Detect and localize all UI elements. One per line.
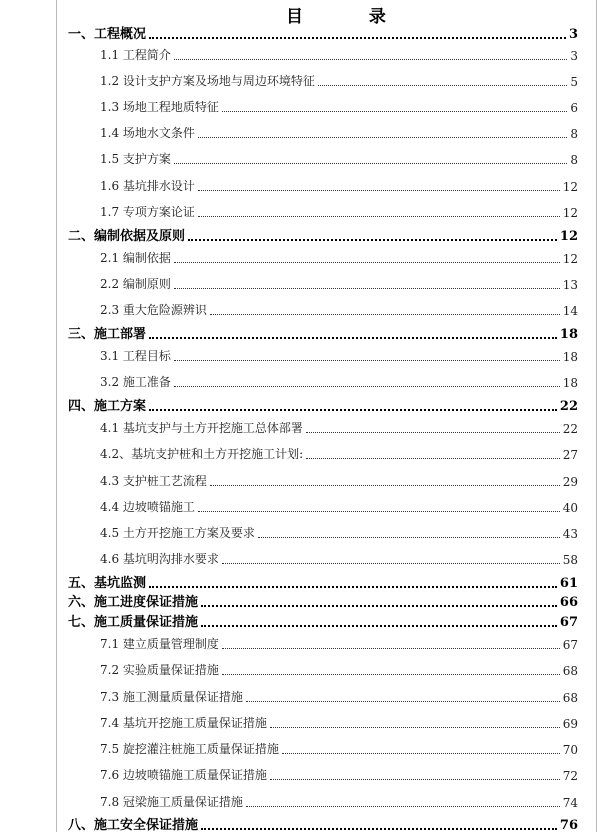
toc-page-number: 8: [570, 127, 578, 141]
page-margin-line-left: [56, 0, 57, 832]
toc-section-entry[interactable]: [100, 177, 578, 194]
dot-leader: [174, 360, 560, 361]
dot-leader: [198, 511, 560, 512]
toc-section-entry[interactable]: [100, 472, 578, 489]
toc-page-number: 12: [559, 229, 578, 244]
toc-section-entry[interactable]: [100, 249, 578, 266]
toc-entry-label: 2.2 编制原则: [100, 277, 171, 291]
dot-leader: [210, 314, 560, 315]
toc-chapter-entry[interactable]: [68, 573, 578, 591]
toc-entry-label: 三、施工部署: [68, 327, 147, 342]
toc-page-number: 3: [568, 27, 578, 42]
dot-leader: [210, 485, 560, 486]
dot-leader: [174, 386, 560, 387]
toc-section-entry[interactable]: [100, 524, 578, 541]
toc-entry-label: 4.2、基坑支护桩和土方开挖施工计划:: [100, 447, 304, 461]
toc-section-entry[interactable]: [100, 150, 578, 167]
toc-entry-label: 7.1 建立质量管理制度: [100, 637, 219, 651]
toc-page-number: 61: [559, 576, 578, 591]
toc-page-number: 72: [562, 769, 578, 783]
toc-section-entry[interactable]: [100, 635, 578, 652]
dot-leader: [222, 563, 560, 564]
toc-page-number: 76: [559, 818, 578, 833]
dot-leader: [282, 753, 560, 754]
toc-page-number: 5: [570, 75, 578, 89]
toc-chapter-entry[interactable]: [68, 396, 578, 414]
toc-entry-label: 7.6 边坡喷锚施工质量保证措施: [100, 768, 267, 782]
dot-leader: [270, 779, 560, 780]
toc-entry-label: 1.7 专项方案论证: [100, 205, 195, 219]
dot-leader: [201, 625, 557, 627]
toc-section-entry[interactable]: [100, 301, 578, 318]
toc-title: [0, 2, 616, 27]
toc-section-entry[interactable]: [100, 688, 578, 705]
toc-chapter-entry[interactable]: [68, 815, 578, 833]
toc-page-number: 29: [562, 475, 578, 489]
dot-leader: [149, 337, 557, 339]
toc-section-entry[interactable]: [100, 124, 578, 141]
toc-entry-label: 四、施工方案: [68, 399, 147, 414]
toc-entry-label: 7.8 冠梁施工质量保证措施: [100, 795, 243, 809]
dot-leader: [270, 727, 560, 728]
toc-section-entry[interactable]: [100, 498, 578, 515]
dot-leader: [174, 163, 567, 164]
toc-section-entry[interactable]: [100, 347, 578, 364]
dot-leader: [149, 37, 566, 39]
dot-leader: [222, 111, 567, 112]
toc-title-text: 目 录: [286, 7, 416, 27]
toc-section-entry[interactable]: [100, 714, 578, 731]
toc-entry-label: 1.2 设计支护方案及场地与周边环境特征: [100, 74, 315, 88]
dot-leader: [198, 137, 567, 138]
toc-section-entry[interactable]: [100, 445, 578, 462]
toc-section-entry[interactable]: [100, 203, 578, 220]
dot-leader: [222, 648, 560, 649]
dot-leader: [306, 458, 560, 459]
dot-leader: [306, 432, 560, 433]
dot-leader: [174, 262, 560, 263]
toc-entry-label: 二、编制依据及原则: [68, 229, 186, 244]
toc-page-number: 67: [562, 638, 578, 652]
dot-leader: [222, 674, 560, 675]
dot-leader: [198, 190, 560, 191]
toc-page-number: 6: [570, 101, 578, 115]
toc-entry-label: 4.6 基坑明沟排水要求: [100, 552, 219, 566]
toc-chapter-entry[interactable]: [68, 612, 578, 630]
toc-page-number: 18: [559, 327, 578, 342]
toc-page-number: 66: [559, 595, 578, 610]
dot-leader: [246, 806, 560, 807]
toc-entry-label: 1.6 基坑排水设计: [100, 179, 195, 193]
toc-section-entry[interactable]: [100, 46, 578, 63]
toc-section-entry[interactable]: [100, 72, 578, 89]
dot-leader: [174, 288, 560, 289]
toc-entry-label: 4.1 基坑支护与土方开挖施工总体部署: [100, 421, 303, 435]
toc-entry-label: 一、工程概况: [68, 27, 147, 42]
toc-entry-label: 1.1 工程简介: [100, 48, 171, 62]
toc-page-number: 40: [562, 501, 578, 515]
toc-chapter-entry[interactable]: [68, 226, 578, 244]
toc-entry-label: 1.3 场地工程地质特征: [100, 100, 219, 114]
toc-page-number: 74: [562, 796, 578, 810]
toc-entry-label: 3.1 工程目标: [100, 349, 171, 363]
toc-section-entry[interactable]: [100, 766, 578, 783]
toc-page-number: 18: [562, 376, 578, 390]
toc-entry-label: 7.2 实验质量保证措施: [100, 663, 219, 677]
dot-leader: [174, 59, 567, 60]
page-margin-line-right: [596, 0, 597, 832]
toc-entry-label: 2.1 编制依据: [100, 251, 171, 265]
toc-page-number: 43: [562, 527, 578, 541]
toc-page-number: 22: [559, 399, 578, 414]
toc-entry-label: 4.4 边坡喷锚施工: [100, 500, 195, 514]
toc-page-number: 69: [562, 717, 578, 731]
toc-page-number: 68: [562, 664, 578, 678]
toc-page-number: 12: [562, 252, 578, 266]
toc-page-number: 12: [562, 206, 578, 220]
toc-entry-label: 1.5 支护方案: [100, 152, 171, 166]
toc-page-number: 22: [562, 422, 578, 436]
dot-leader: [258, 537, 560, 538]
toc-entry-label: 七、施工质量保证措施: [68, 615, 199, 630]
toc-page-number: 12: [562, 180, 578, 194]
toc-page-number: 58: [562, 553, 578, 567]
dot-leader: [318, 85, 567, 86]
toc-section-entry[interactable]: [100, 98, 578, 115]
toc-page-number: 27: [562, 448, 578, 462]
dot-leader: [201, 605, 557, 607]
toc-page-number: 14: [562, 304, 578, 318]
toc-entry-label: 1.4 场地水文条件: [100, 126, 195, 140]
toc-entry-label: 4.5 土方开挖施工方案及要求: [100, 526, 255, 540]
toc-section-entry[interactable]: [100, 740, 578, 757]
toc-page-number: 68: [562, 691, 578, 705]
toc-section-entry[interactable]: [100, 550, 578, 567]
toc-section-entry[interactable]: [100, 275, 578, 292]
toc-entry-label: 7.4 基坑开挖施工质量保证措施: [100, 716, 267, 730]
toc-chapter-entry[interactable]: [68, 324, 578, 342]
toc-entry-label: 7.3 施工测量质量保证措施: [100, 690, 243, 704]
toc-entry-label: 3.2 施工准备: [100, 375, 171, 389]
dot-leader: [149, 586, 557, 588]
toc-entry-label: 八、施工安全保证措施: [68, 818, 199, 833]
toc-section-entry[interactable]: [100, 373, 578, 390]
toc-entry-label: 7.5 旋挖灌注桩施工质量保证措施: [100, 742, 279, 756]
toc-page-number: 67: [559, 615, 578, 630]
dot-leader: [201, 828, 557, 830]
toc-section-entry[interactable]: [100, 793, 578, 810]
dot-leader: [198, 216, 560, 217]
toc-page-number: 3: [570, 49, 578, 63]
toc-page-number: 70: [562, 743, 578, 757]
toc-section-entry[interactable]: [100, 419, 578, 436]
toc-chapter-entry[interactable]: [68, 24, 578, 42]
dot-leader: [246, 701, 560, 702]
toc-entry-label: 2.3 重大危险源辨识: [100, 303, 207, 317]
toc-section-entry[interactable]: [100, 661, 578, 678]
toc-entry-label: 五、基坑监测: [68, 576, 147, 591]
toc-entry-label: 六、施工进度保证措施: [68, 595, 199, 610]
toc-page-number: 18: [562, 350, 578, 364]
toc-page-number: 13: [562, 278, 578, 292]
toc-chapter-entry[interactable]: [68, 592, 578, 610]
dot-leader: [149, 409, 557, 411]
toc-entry-label: 4.3 支护桩工艺流程: [100, 474, 207, 488]
toc-page-number: 8: [570, 153, 578, 167]
dot-leader: [188, 239, 557, 241]
